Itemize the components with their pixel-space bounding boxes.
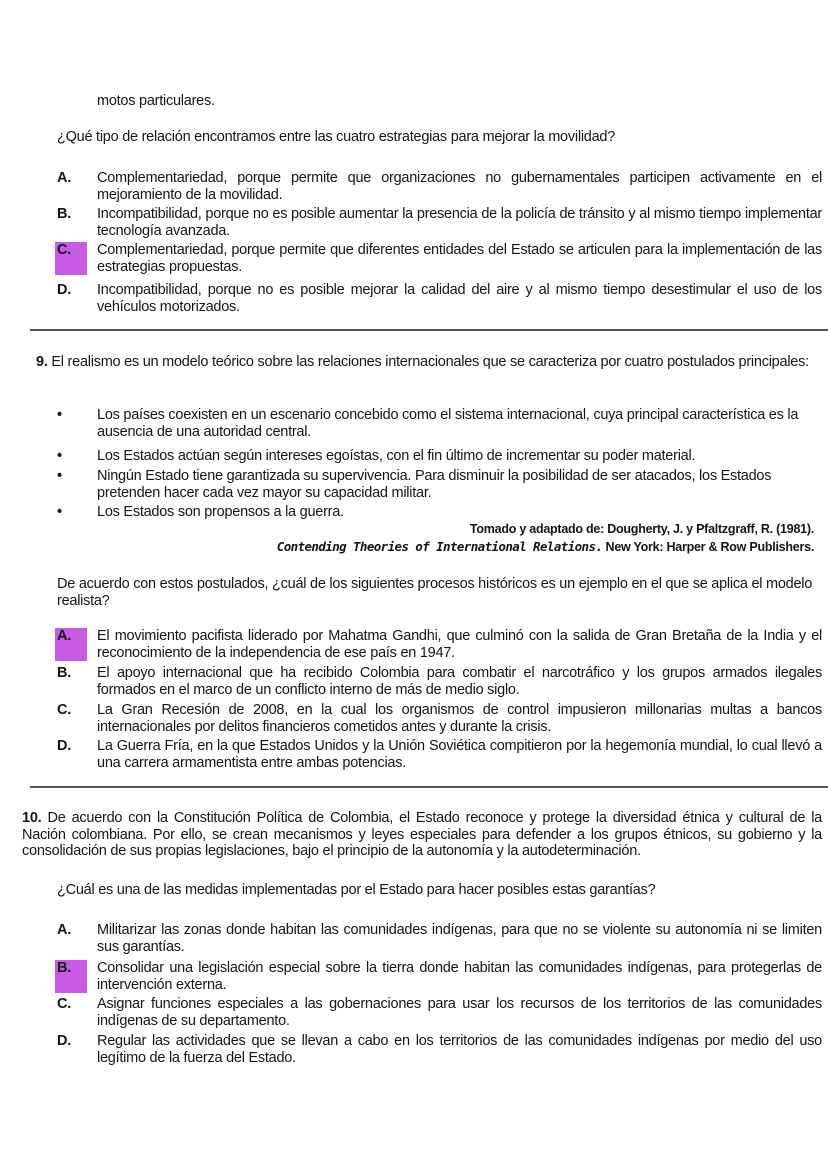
option-text: Incompatibilidad, porque no es posible aumentar la presencia de la policía de tránsito y al mismo tiempo implementar tecnología avanzada. (97, 206, 822, 239)
option-label: A. (57, 922, 71, 938)
question-number: 9. (36, 354, 48, 370)
q10-intro (22, 810, 822, 860)
option-text: Militarizar las zonas donde habitan las comunidades indígenas, para que no se violente su autonomía ni se limiten sus garantías. (97, 922, 822, 955)
option-text: La Gran Recesión de 2008, en la cual los organismos de control impusieron millonarias multas a bancos internacionales por delitos financieros cometidos antes y durante la crisis. (97, 702, 822, 735)
q10-question: ¿Cuál es una de las medidas implementadas por el Estado para hacer posibles estas garantías? (57, 882, 656, 898)
option-text: Complementariedad, porque permite que diferentes entidades del Estado se articulen para la implementación de las estrategias propuestas. (97, 242, 822, 275)
q9-option-b[interactable] (57, 665, 822, 698)
option-label-highlighted: B. (55, 960, 87, 993)
q10-intro-text: De acuerdo con la Constitución Política de Colombia, el Estado reconoce y protege la diversidad étnica y cultural de la Nación colombiana. Por ello, se crean mecanismos y leyes especiales para defender a los grupos étnicos, su gobierno y la consolidación de sus propias legislaciones, bajo el principio de la autonomía y la autodeterminación. (22, 810, 822, 859)
option-text: Regular las actividades que se llevan a cabo en los territorios de las comunidades indígenas por medio del uso legítimo de la fuerza del Estado. (97, 1033, 822, 1066)
option-text: Incompatibilidad, porque no es posible mejorar la calidad del aire y al mismo tiempo desestimular el uso de los vehículos motorizados. (97, 282, 822, 315)
citation-publisher: New York: Harper & Row Publishers. (602, 540, 814, 554)
option-text: Complementariedad, porque permite que organizaciones no gubernamentales participen activamente en el mejoramiento de la movilidad. (97, 170, 822, 203)
q8-question: ¿Qué tipo de relación encontramos entre las cuatro estrategias para mejorar la movilidad? (57, 129, 616, 145)
option-label: D. (57, 282, 71, 298)
option-label-highlighted: A. (55, 628, 87, 661)
option-label: B. (57, 665, 71, 681)
option-label-highlighted: C. (55, 242, 87, 275)
option-label: C. (57, 996, 71, 1012)
citation-source: Tomado y adaptado de: Dougherty, J. y Pfaltzgraff, R. (1981). (469, 522, 814, 536)
bullet-icon: • (57, 468, 62, 484)
q8-option-c[interactable] (57, 242, 822, 275)
bullet-icon: • (57, 448, 62, 464)
q9-option-c[interactable] (57, 702, 822, 735)
option-label: D. (57, 1033, 71, 1049)
q8-option-d[interactable] (57, 282, 822, 315)
citation (277, 521, 814, 556)
option-label: B. (57, 206, 71, 222)
q10-option-b[interactable] (57, 960, 822, 993)
option-text: El movimiento pacifista liderado por Mahatma Gandhi, que culminó con la salida de Gran Bretaña de la India y el reconocimiento de la independencia de ese país en 1947. (97, 628, 822, 661)
bullet-item (57, 468, 822, 501)
option-text: El apoyo internacional que ha recibido Colombia para combatir el narcotráfico y los grupos armados ilegales formados en el marco de un conflicto interno de más de medio siglo. (97, 665, 822, 698)
option-text: Consolidar una legislación especial sobre la tierra donde habitan las comunidades indígenas, para protegerlas de intervención externa. (97, 960, 822, 993)
q9-option-d[interactable] (57, 738, 822, 771)
bullet-item (57, 504, 822, 521)
q9-intro-text: El realismo es un modelo teórico sobre las relaciones internacionales que se caracteriza por cuatro postulados principales: (51, 354, 809, 370)
bullet-icon: • (57, 407, 62, 423)
question-number: 10. (22, 810, 42, 826)
bullet-text: Los Estados son propensos a la guerra. (97, 504, 344, 520)
q9-question: De acuerdo con estos postulados, ¿cuál de los siguientes procesos históricos es un ejemplo en el que se aplica el modelo realista? (57, 576, 813, 609)
q8-continuation: motos particulares. (97, 93, 215, 109)
bullet-item (57, 407, 822, 440)
q9-option-a[interactable] (57, 628, 822, 661)
citation-title: Contending Theories of International Relations. (276, 539, 603, 554)
q8-option-a[interactable] (57, 170, 822, 203)
bullet-item (57, 448, 822, 465)
option-label: C. (57, 702, 71, 718)
bullet-icon: • (57, 504, 62, 520)
option-text: La Guerra Fría, en la que Estados Unidos y la Unión Soviética compitieron por la hegemonía mundial, lo cual llevó a una carrera armamentista entre ambas potencias. (97, 738, 822, 771)
q9-intro (36, 354, 822, 371)
option-label: D. (57, 738, 71, 754)
divider (30, 329, 828, 331)
q8-option-b[interactable] (57, 206, 822, 239)
bullet-text: Los Estados actúan según intereses egoístas, con el fin último de incrementar su poder material. (97, 448, 696, 464)
option-label: A. (57, 170, 71, 186)
q10-option-a[interactable] (57, 922, 822, 955)
divider (30, 786, 828, 788)
q10-option-c[interactable] (57, 996, 822, 1029)
bullet-text: Ningún Estado tiene garantizada su supervivencia. Para disminuir la posibilidad de ser atacados, los Estados pretenden hacer cada vez mayor su capacidad militar. (97, 468, 772, 501)
q10-option-d[interactable] (57, 1033, 822, 1066)
option-text: Asignar funciones especiales a las gobernaciones para usar los recursos de los territorios de las comunidades indígenas de su departamento. (97, 996, 822, 1029)
bullet-text: Los países coexisten en un escenario concebido como el sistema internacional, cuya principal característica es la ausencia de una autoridad central. (97, 407, 799, 440)
